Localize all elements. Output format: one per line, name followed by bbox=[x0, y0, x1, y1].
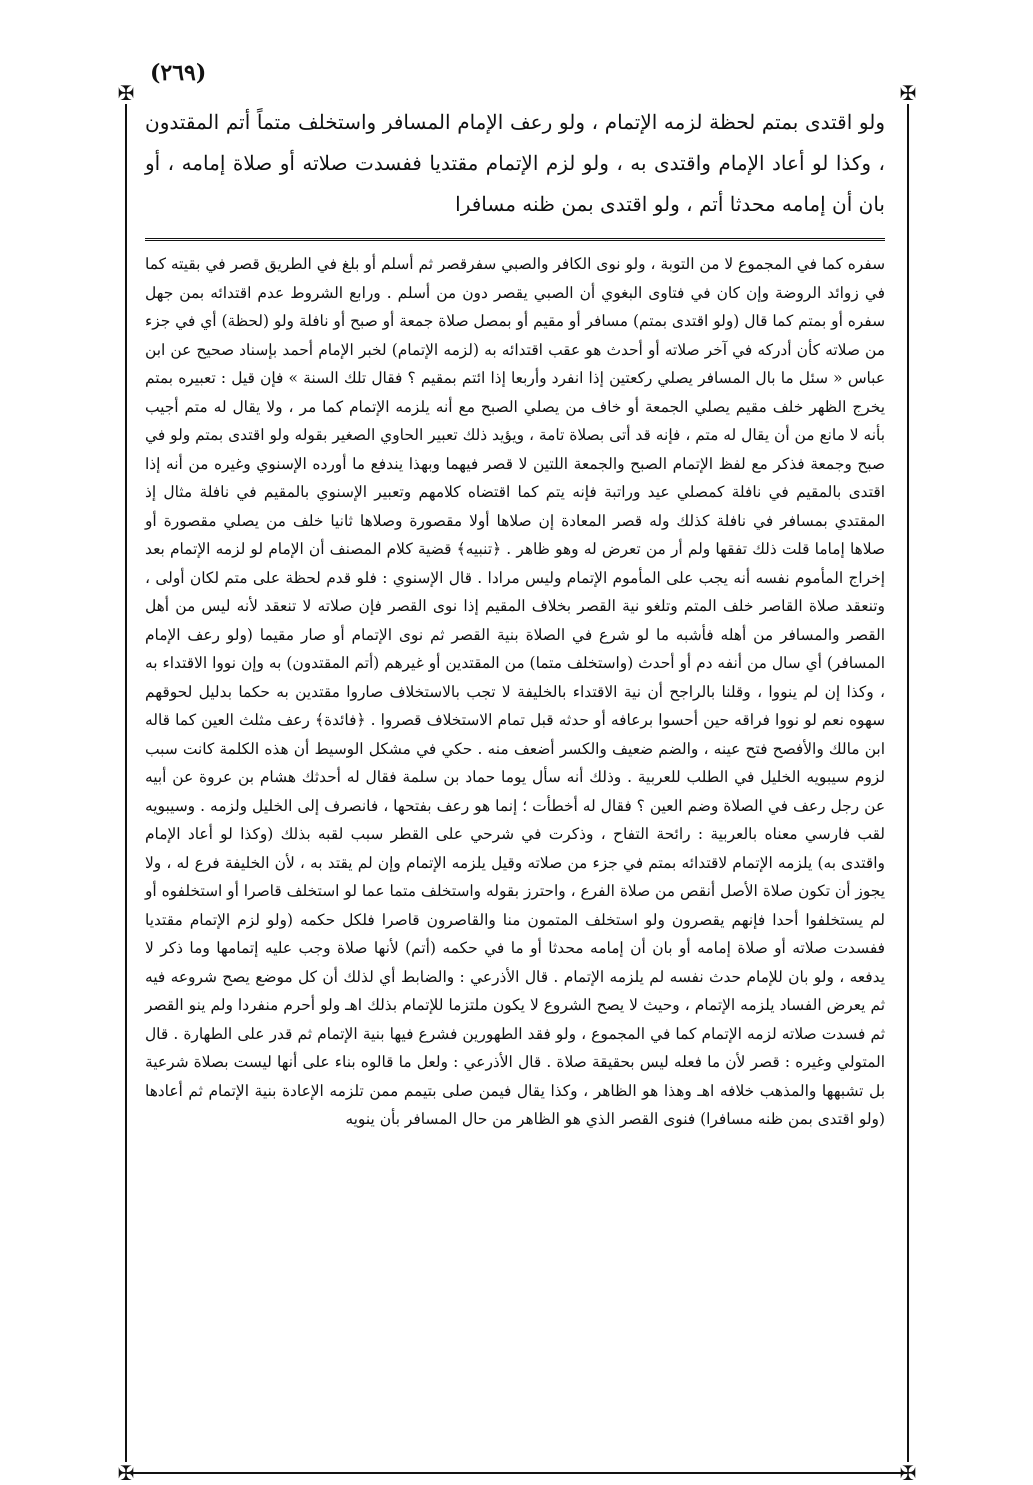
bottom-rule bbox=[127, 1472, 907, 1474]
matn-text: ولو اقتدى بمتم لحظة لزمه الإتمام ، ولو رعف الإمام المسافر واستخلف متماً أتم المقتدون ، وكذا لو أعاد الإمام واقتدى به ، ولو لزم الإتمام مقتديا ففسدت صلاته أو صلاة إمامه ، أو بان أن إمامه محدثا أتم ، ولو اقتدى بمن ظنه مسافرا bbox=[145, 110, 885, 216]
commentary-text: سفره كما في المجموع لا من التوبة ، ولو نوى الكافر والصبي سفرقصر ثم أسلم أو بلغ في الطريق قصر في بقيته كما في زوائد الروضة وإن كان في فتاوى البغوي أن الصبي يقصر دون من أسلم . ورابع الشروط عدم اقتدائه بمن جهل سفره أو بمتم كما قال (ولو اقتدى بمتم) مسافر أو مقيم أو بمصل صلاة جمعة أو صبح أو نافلة ولو (لحظة) أي في جزء من صلاته كأن أدركه في آخر صلاته أو أحدث هو عقب اقتدائه به (لزمه الإتمام) لخبر الإمام أحمد بإسناد صحيح عن ابن عباس « سئل ما بال المسافر يصلي ركعتين إذا انفرد وأربعا إذا ائتم بمقيم ؟ فقال تلك السنة » فإن قيل : تعبيره بمتم يخرج الظهر خلف مقيم يصلي الجمعة أو خاف من يصلي الصبح مع أنه يلزمه الإتمام كما مر ، ولا يقال له متم أجيب بأنه لا مانع من أن يقال له متم ، فإنه قد أتى بصلاة تامة ، ويؤيد ذلك تعبير الحاوي الصغير بقوله ولو اقتدى بمتم ولو في صبح وجمعة فذكر مع لفظ الإتمام الصبح والجمعة اللتين لا قصر فيهما وبهذا يندفع ما أورده الإسنوي وغيره من أنه إذا اقتدى بالمقيم في نافلة كمصلي عيد وراتبة فإنه يتم كما اقتضاه كلامهم وتعبير الإسنوي بالمقيم في نافلة مثال إذ المقتدي بمسافر في نافلة كذلك وله قصر المعادة إن صلاها أولا مقصورة وصلاها ثانيا خلف من يصلي مقصورة أو صلاها إماما قلت ذلك تفقها ولم أر من تعرض له وهو ظاهر . ﴿تنبيه﴾ قضية كلام المصنف أن الإمام لو لزمه الإتمام بعد إخراج المأموم نفسه أنه يجب على المأموم الإتمام وليس مرادا . قال الإسنوي : فلو قدم لحظة على متم لكان أولى ، وتنعقد صلاة القاصر خلف المتم وتلغو نية القصر بخلاف المقيم إذا نوى القصر فإن صلاته لا تنعقد لأنه ليس من أهل القصر والمسافر من أهله فأشبه ما لو شرع في الصلاة بنية القصر ثم نوى الإتمام أو صار مقيما (ولو رعف الإمام المسافر) أي سال من أنفه دم أو أحدث (واستخلف متما) من المقتدين أو غيرهم (أتم المقتدون) به وإن نووا الاقتداء به ، وكذا إن لم ينووا ، وقلنا بالراجح أن نية الاقتداء بالخليفة لا تجب بالاستخلاف صاروا مقتدين به حكما بدليل لحوقهم سهوه نعم لو نووا فراقه حين أحسوا برعافه أو حدثه قبل تمام الاستخلاف قصروا . ﴿فائدة﴾ رعف مثلث العين كما قاله ابن مالك والأفصح فتح عينه ، والضم ضعيف والكسر أضعف منه . حكي في مشكل الوسيط أن هذه الكلمة كانت سبب لزوم سيبويه الخليل في الطلب للعربية . وذلك أنه سأل يوما حماد بن سلمة فقال له أحدثك هشام بن عروة عن أبيه عن رجل رعف في الصلاة وضم العين ؟ فقال له أخطأت ؛ إنما هو رعف بفتحها ، فانصرف إلى الخليل ولزمه . وسيبويه لقب فارسي معناه بالعربية : رائحة التفاح ، وذكرت في شرحي على القطر سبب لقبه بذلك (وكذا لو أعاد الإمام واقتدى به) يلزمه الإتمام لاقتدائه بمتم في جزء من صلاته وقيل يلزمه الإتمام وإن لم يقتد به ، لأن الخليفة فرع له ، ولا يجوز أن تكون صلاة الأصل أنقص من صلاة الفرع ، واحترز بقوله واستخلف متما عما لو استخلف قاصرا أو استخلفوه أو لم يستخلفوا أحدا فإنهم يقصرون ولو استخلف المتمون منا والقاصرون قاصرا فلكل حكمه (ولو لزم الإتمام مقتديا ففسدت صلاته أو صلاة إمامه أو بان أن إمامه محدثا أو ما في حكمه (أتم) لأنها صلاة وجب عليه إتمامها وما ذكر لا يدفعه ، ولو بان للإمام حدث نفسه لم يلزمه الإتمام . قال الأذرعي : والضابط أي لذلك أن كل موضع يصح شروعه فيه ثم يعرض الفساد يلزمه الإتمام ، وحيث لا يصح الشروع لا يكون ملتزما للإتمام بذلك اهـ ولو أحرم منفردا ولم ينو القصر ثم فسدت صلاته لزمه الإتمام كما في المجموع ، ولو فقد الطهورين فشرع فيها بنية الإتمام ثم قدر على الطهارة . قال المتولي وغيره : قصر لأن ما فعله ليس بحقيقة صلاة . قال الأذرعي : ولعل ما قالوه بناء على أنها ليست بصلاة شرعية بل تشبهها والمذهب خلافه اهـ وهذا هو الظاهر ، وكذا يقال فيمن صلى بتيمم ممن تلزمه الإعادة بنية الإتمام ثم أعادها (ولو اقتدى بمن ظنه مسافرا) فنوى القصر الذي هو الظاهر من حال المسافر بأن ينويه bbox=[145, 255, 886, 1128]
ornament-icon: ✠ bbox=[897, 1462, 919, 1484]
ornament-icon: ✠ bbox=[115, 1462, 137, 1484]
ornament-icon: ✠ bbox=[897, 82, 919, 104]
commentary-block bbox=[145, 250, 885, 1134]
page-number: (٢٦٩) bbox=[150, 60, 207, 86]
matn-divider bbox=[145, 238, 885, 241]
ornament-icon: ✠ bbox=[115, 82, 137, 104]
